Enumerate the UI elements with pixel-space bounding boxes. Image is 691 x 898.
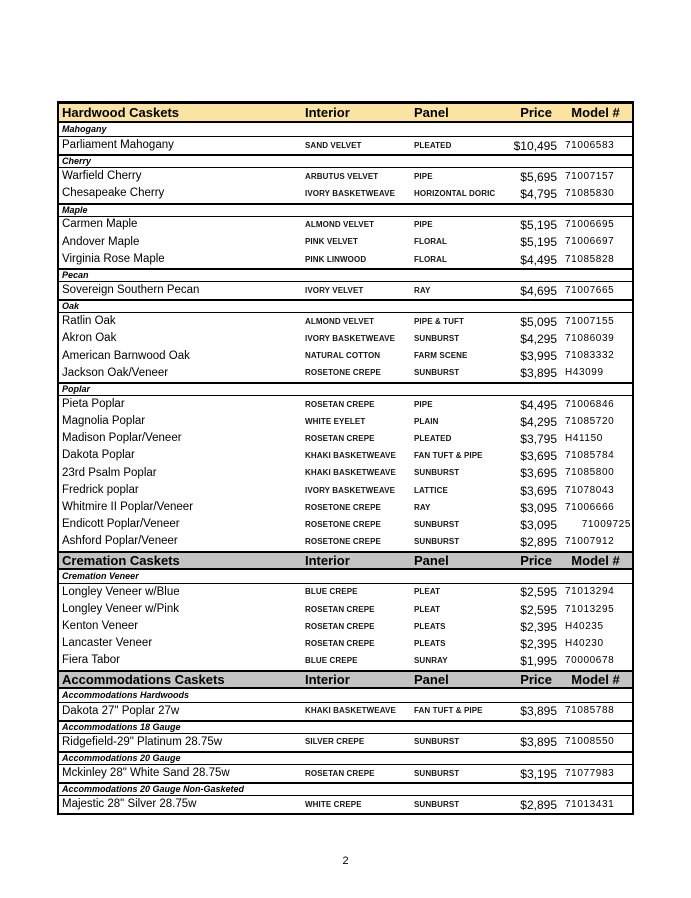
interior-value: KHAKI BASKETWEAVE [305, 451, 396, 461]
table-row [59, 534, 632, 551]
price-value: $5,195 [520, 218, 557, 233]
panel-value: PLEATS [414, 638, 446, 648]
section-header-row [59, 551, 632, 570]
panel-value: PLEAT [414, 604, 441, 614]
model-number: H40230 [565, 637, 604, 649]
casket-name: Virginia Rose Maple [62, 252, 165, 265]
interior-value: ROSETONE CREPE [305, 519, 381, 529]
section-header-row [59, 104, 632, 123]
interior-value: SILVER CREPE [305, 737, 365, 747]
interior-value: IVORY VELVET [305, 285, 364, 295]
col-header-panel: Panel [414, 671, 449, 687]
panel-value: FLORAL [414, 237, 448, 247]
interior-value: ALMOND VELVET [305, 316, 375, 326]
price-value: $3,195 [520, 766, 557, 781]
price-value: $3,895 [520, 704, 557, 719]
price-value: $3,995 [520, 349, 557, 364]
price-value: $10,495 [513, 138, 557, 153]
casket-name: Ashford Poplar/Veneer [62, 535, 178, 548]
table-row [59, 796, 632, 813]
category-row [59, 203, 632, 217]
interior-value: SAND VELVET [305, 140, 362, 150]
model-number: H41150 [565, 433, 603, 445]
casket-name: Chesapeake Cherry [62, 187, 165, 200]
model-number: H43099 [565, 367, 604, 379]
price-value: $4,495 [520, 397, 557, 412]
table-row [59, 430, 632, 447]
model-number: 71006666 [565, 501, 615, 513]
model-number: 71013431 [565, 798, 615, 810]
interior-value: ROSETONE CREPE [305, 502, 381, 512]
model-number: 71006697 [565, 236, 615, 248]
category-row [59, 382, 632, 396]
casket-name: Endicott Poplar/Veneer [62, 518, 180, 531]
category-label: Oak [62, 301, 80, 312]
price-value: $3,095 [520, 500, 557, 515]
col-header-model: Model # [571, 552, 620, 568]
price-value: $3,795 [520, 432, 557, 447]
panel-value: FAN TUFT & PIPE [414, 451, 483, 461]
section-title: Accommodations Caskets [62, 671, 225, 687]
panel-value: FARM SCENE [414, 351, 468, 361]
table-row [59, 703, 632, 720]
table-row [59, 635, 632, 652]
col-header-price: Price [520, 671, 552, 687]
category-label: Accommodations 20 Gauge [62, 753, 181, 764]
price-value: $3,695 [520, 483, 557, 498]
model-number: 71077983 [565, 767, 615, 779]
table-row [59, 251, 632, 268]
interior-value: ROSETAN CREPE [305, 638, 375, 648]
casket-name: Pieta Poplar [62, 397, 125, 410]
category-row [59, 123, 632, 137]
table-row [59, 365, 632, 382]
category-label: Maple [62, 204, 88, 215]
panel-value: SUNBURST [414, 468, 460, 478]
casket-name: Akron Oak [62, 332, 117, 345]
model-number: 71078043 [565, 484, 615, 496]
casket-name: Ratlin Oak [62, 315, 116, 328]
casket-name: Whitmire II Poplar/Veneer [62, 501, 194, 514]
price-value: $2,895 [520, 535, 557, 550]
casket-name: American Barnwood Oak [62, 349, 190, 362]
table-row [59, 499, 632, 516]
model-number: 71013294 [565, 586, 615, 598]
price-value: $2,595 [520, 602, 557, 617]
model-number: 71085784 [565, 450, 615, 462]
price-value: $3,895 [520, 366, 557, 381]
category-label: Accommodations Hardwoods [62, 689, 190, 700]
category-row [59, 154, 632, 168]
model-number: 71085828 [565, 253, 615, 265]
model-number: 71013295 [565, 603, 615, 615]
interior-value: ROSETAN CREPE [305, 604, 375, 614]
casket-name: Lancaster Veneer [62, 637, 153, 650]
table-row [59, 448, 632, 465]
casket-name: Warfield Cherry [62, 170, 142, 183]
casket-name: Carmen Maple [62, 218, 138, 231]
price-value: $4,295 [520, 332, 557, 347]
panel-value: SUNBURST [414, 799, 460, 809]
model-number: 71085830 [565, 187, 615, 199]
category-row [59, 720, 632, 734]
interior-value: KHAKI BASKETWEAVE [305, 468, 396, 478]
price-value: $3,095 [520, 517, 557, 532]
panel-value: SUNBURST [414, 537, 460, 547]
category-row [59, 299, 632, 313]
panel-value: SUNBURST [414, 334, 460, 344]
panel-value: PLEATED [414, 434, 452, 444]
price-value: $5,195 [520, 235, 557, 250]
panel-value: PIPE [414, 399, 433, 409]
col-header-model: Model # [571, 671, 620, 687]
price-value: $5,095 [520, 314, 557, 329]
category-label: Cremation Veneer [62, 570, 139, 581]
table-row [59, 465, 632, 482]
section-title: Cremation Caskets [62, 552, 180, 568]
panel-value: PLEATS [414, 621, 446, 631]
interior-value: ROSETONE CREPE [305, 368, 381, 378]
panel-value: PLEAT [414, 587, 441, 597]
model-number: 71006583 [565, 139, 615, 151]
section-header-row [59, 670, 632, 689]
interior-value: ROSETAN CREPE [305, 434, 375, 444]
panel-value: HORIZONTAL DORIC [414, 188, 496, 198]
panel-value: SUNBURST [414, 768, 460, 778]
interior-value: ARBUTUS VELVET [305, 171, 379, 181]
table-row [59, 313, 632, 330]
model-number: 71083332 [565, 350, 615, 362]
interior-value: IVORY BASKETWEAVE [305, 485, 396, 495]
panel-value: SUNRAY [414, 656, 448, 666]
casket-name: Kenton Veneer [62, 619, 139, 632]
model-number: 71007912 [565, 536, 615, 548]
model-number: 71007155 [565, 315, 615, 327]
interior-value: WHITE EYELET [305, 416, 366, 426]
panel-value: FLORAL [414, 254, 448, 264]
panel-value: PIPE & TUFT [414, 316, 464, 326]
category-row [59, 751, 632, 765]
interior-value: ROSETAN CREPE [305, 621, 375, 631]
table-row [59, 185, 632, 202]
table-row [59, 765, 632, 782]
casket-name: Mckinley 28" White Sand 28.75w [62, 766, 230, 779]
casket-name: Parliament Mahogany [62, 138, 174, 151]
price-value: $4,795 [520, 186, 557, 201]
price-table [57, 101, 634, 815]
col-header-interior: Interior [305, 552, 350, 568]
col-header-price: Price [520, 105, 552, 120]
col-header-panel: Panel [414, 105, 449, 120]
panel-value: SUNBURST [414, 519, 460, 529]
casket-name: Magnolia Poplar [62, 415, 146, 428]
model-number: 71085800 [565, 467, 615, 479]
table-row [59, 653, 632, 670]
table-row [59, 137, 632, 154]
table-row [59, 348, 632, 365]
col-header-price: Price [520, 552, 552, 568]
table-row [59, 331, 632, 348]
interior-value: IVORY BASKETWEAVE [305, 334, 396, 344]
model-number: 71085788 [565, 705, 615, 717]
model-number: 71009725 [581, 518, 631, 530]
panel-value: PLEATED [414, 140, 452, 150]
interior-value: IVORY BASKETWEAVE [305, 188, 396, 198]
model-number: 71006695 [565, 219, 615, 231]
interior-value: WHITE CREPE [305, 799, 362, 809]
casket-name: Jackson Oak/Veneer [62, 366, 169, 379]
col-header-interior: Interior [305, 105, 350, 120]
interior-value: ALMOND VELVET [305, 220, 375, 230]
interior-value: ROSETAN CREPE [305, 768, 375, 778]
col-header-model: Model # [571, 105, 620, 120]
casket-name: Fiera Tabor [62, 654, 120, 667]
category-row [59, 268, 632, 282]
table-row [59, 282, 632, 299]
casket-name: Longley Veneer w/Blue [62, 585, 180, 598]
interior-value: KHAKI BASKETWEAVE [305, 706, 396, 716]
price-value: $4,495 [520, 252, 557, 267]
model-number: 71085720 [565, 415, 615, 427]
casket-name: Madison Poplar/Veneer [62, 432, 182, 445]
price-value: $2,595 [520, 585, 557, 600]
table-row [59, 217, 632, 234]
category-row [59, 689, 632, 703]
table-row [59, 601, 632, 618]
price-value: $2,395 [520, 636, 557, 651]
table-row [59, 734, 632, 751]
category-label: Mahogany [62, 124, 107, 134]
price-value: $3,895 [520, 735, 557, 750]
casket-name: Fredrick poplar [62, 483, 139, 496]
panel-value: SUNBURST [414, 737, 460, 747]
price-value: $5,695 [520, 169, 557, 184]
panel-value: LATTICE [414, 485, 448, 495]
price-value: $2,895 [520, 797, 557, 812]
casket-name: 23rd Psalm Poplar [62, 466, 157, 479]
table-row [59, 234, 632, 251]
casket-name: Majestic 28" Silver 28.75w [62, 798, 197, 811]
category-label: Accommodations 20 Gauge Non-Gasketed [62, 784, 245, 795]
price-value: $4,295 [520, 414, 557, 429]
model-number: 71006846 [565, 398, 615, 410]
table-row [59, 482, 632, 499]
category-label: Cherry [62, 156, 92, 167]
price-value: $3,695 [520, 466, 557, 481]
table-row [59, 516, 632, 533]
model-number: 70000678 [565, 655, 615, 667]
table-row [59, 618, 632, 635]
interior-value: NATURAL COTTON [305, 351, 381, 361]
panel-value: PIPE [414, 171, 433, 181]
interior-value: PINK VELVET [305, 237, 358, 247]
table-row [59, 584, 632, 601]
col-header-interior: Interior [305, 671, 350, 687]
price-value: $2,395 [520, 619, 557, 634]
model-number: 71007157 [565, 170, 615, 182]
panel-value: RAY [414, 285, 431, 295]
panel-value: PIPE [414, 220, 433, 230]
model-number: 71007665 [565, 284, 615, 296]
panel-value: RAY [414, 502, 431, 512]
interior-value: BLUE CREPE [305, 587, 358, 597]
casket-name: Dakota Poplar [62, 449, 135, 462]
category-label: Accommodations 18 Gauge [62, 721, 181, 732]
category-row [59, 570, 632, 584]
page-number: 2 [342, 855, 349, 867]
category-row [59, 782, 632, 796]
price-value: $3,695 [520, 449, 557, 464]
price-value: $1,995 [520, 654, 557, 669]
interior-value: ROSETAN CREPE [305, 399, 375, 409]
panel-value: FAN TUFT & PIPE [414, 706, 483, 716]
interior-value: BLUE CREPE [305, 656, 358, 666]
category-label: Poplar [62, 384, 91, 395]
model-number: 71086039 [565, 333, 615, 345]
table-row [59, 396, 632, 413]
model-number: H40235 [565, 620, 604, 632]
model-number: 71008550 [565, 736, 615, 748]
category-label: Pecan [62, 270, 89, 281]
panel-value: PLAIN [414, 416, 439, 426]
casket-name: Ridgefield-29" Platinum 28.75w [62, 735, 223, 748]
table-row [59, 168, 632, 185]
interior-value: ROSETONE CREPE [305, 537, 381, 547]
interior-value: PINK LINWOOD [305, 254, 367, 264]
panel-value: SUNBURST [414, 368, 460, 378]
col-header-panel: Panel [414, 552, 449, 568]
casket-name: Longley Veneer w/Pink [62, 602, 179, 615]
casket-name: Andover Maple [62, 235, 140, 248]
casket-name: Dakota 27" Poplar 27w [62, 704, 180, 717]
section-title: Hardwood Caskets [62, 105, 180, 120]
price-value: $4,695 [520, 283, 557, 298]
casket-name: Sovereign Southern Pecan [62, 283, 200, 296]
table-row [59, 413, 632, 430]
